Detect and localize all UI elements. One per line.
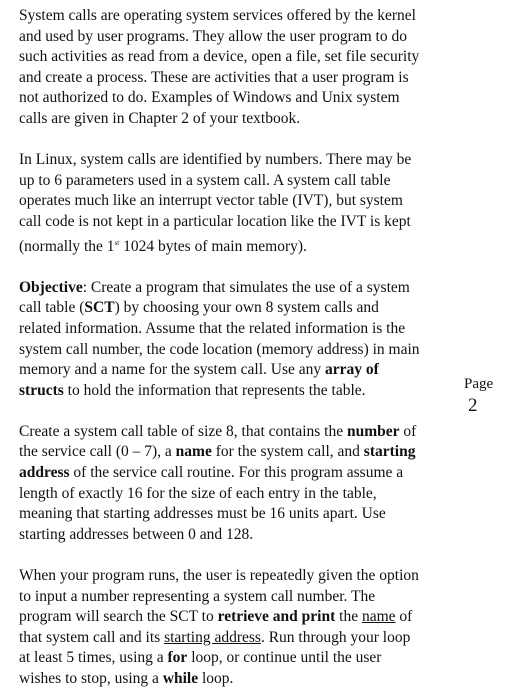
text-run: loop. xyxy=(198,670,234,687)
bold-term: for xyxy=(167,649,188,667)
text-run: of the service call routine. For this program assume a xyxy=(69,464,404,482)
text-line: system call number, the code location (memory address) in main xyxy=(19,340,420,358)
text-run: to hold the information that represents the table. xyxy=(63,381,366,399)
page-number: 2 xyxy=(468,395,478,416)
text-run: . Run through your loop xyxy=(260,628,411,646)
text-run: : Create a program that simulates the use of a system xyxy=(82,278,410,296)
text-line: to input a number representing a system call number. The xyxy=(19,587,376,605)
text-line xyxy=(19,669,481,690)
text-line xyxy=(19,628,481,649)
text-line: calls are given in Chapter 2 of your textbook. xyxy=(19,109,301,127)
text-line xyxy=(19,360,481,381)
paragraph-program-behavior xyxy=(19,566,481,690)
paragraph-spacer xyxy=(19,130,481,151)
text-line: and used by user programs. They allow the user program to do xyxy=(19,27,407,45)
bold-term: address xyxy=(19,464,70,482)
superscript-text: st xyxy=(114,238,120,247)
text-line: meaning that starting addresses must be 16 units apart. Use xyxy=(19,505,386,523)
objective-heading: Objective xyxy=(19,278,83,296)
text-line: such activities as read from a device, open a file, set file security xyxy=(19,48,420,66)
paragraph-table-spec xyxy=(19,422,481,546)
text-run: (normally the 1 xyxy=(19,237,115,255)
text-run: the service call (0 – 7), a xyxy=(19,443,176,461)
text-line xyxy=(19,463,481,484)
text-run: ) by choosing your own 8 system calls and xyxy=(114,299,379,317)
bold-term: array of xyxy=(325,361,379,379)
text-line: In Linux, system calls are identified by numbers. There may be xyxy=(19,151,412,169)
text-run: Create a system call table of size 8, that contains the xyxy=(19,422,347,440)
paragraph-spacer xyxy=(19,545,481,566)
text-line xyxy=(19,607,481,628)
text-line xyxy=(19,381,481,402)
bold-term: SCT xyxy=(84,299,115,317)
bold-term: starting xyxy=(363,443,416,461)
bold-term: structs xyxy=(19,381,64,399)
text-line: and create a process. These are activities that a user program is xyxy=(19,68,409,86)
page-label: Page xyxy=(464,376,494,392)
text-run: of xyxy=(399,422,417,440)
text-run: for the system call, and xyxy=(211,443,364,461)
text-line xyxy=(19,298,481,319)
text-run: call table ( xyxy=(19,299,85,317)
text-run: of xyxy=(395,608,413,626)
text-line xyxy=(19,442,481,463)
paragraph-linux-system-calls xyxy=(19,150,481,257)
text-run: that system call and its xyxy=(19,628,165,646)
text-line xyxy=(19,233,481,258)
text-line: operates much like an interrupt vector table (IVT), but system xyxy=(19,192,403,210)
text-line: When your program runs, the user is repeatedly given the option xyxy=(19,567,419,585)
document-body xyxy=(19,6,481,690)
text-run: the xyxy=(335,608,362,626)
paragraph-objective xyxy=(19,278,481,402)
text-line: call code is not kept in a particular location like the IVT is kept xyxy=(19,212,411,230)
text-line xyxy=(19,648,481,669)
text-run: wishes to stop, using a xyxy=(19,670,163,687)
paragraph-spacer xyxy=(19,257,481,278)
text-line: starting addresses between 0 and 128. xyxy=(19,525,254,543)
text-line: not authorized to do. Examples of Windows and Unix system xyxy=(19,89,400,107)
text-run: memory and a name for the system call. Use any xyxy=(19,361,326,379)
underlined-term: name xyxy=(361,608,396,626)
bold-term: number xyxy=(346,422,400,440)
text-line: System calls are operating system services offered by the kernel xyxy=(19,7,416,24)
text-run: program will search the SCT to xyxy=(19,608,218,626)
paragraph-system-calls-intro xyxy=(19,6,481,130)
text-line: up to 6 parameters used in a system call. A system call table xyxy=(19,171,391,189)
text-line xyxy=(19,278,481,299)
text-run: loop, or continue until the user xyxy=(187,649,382,667)
underlined-term: starting address xyxy=(164,628,261,646)
bold-term: while xyxy=(162,670,199,687)
text-run: 1024 bytes of main memory). xyxy=(119,237,307,255)
text-run: at least 5 times, using a xyxy=(19,649,168,667)
text-line xyxy=(19,422,481,443)
bold-term: retrieve and print xyxy=(217,608,336,626)
bold-term: name xyxy=(175,443,212,461)
text-line: length of exactly 16 for the size of each entry in the table, xyxy=(19,484,377,502)
paragraph-spacer xyxy=(19,401,481,422)
text-line: related information. Assume that the related information is the xyxy=(19,319,406,337)
